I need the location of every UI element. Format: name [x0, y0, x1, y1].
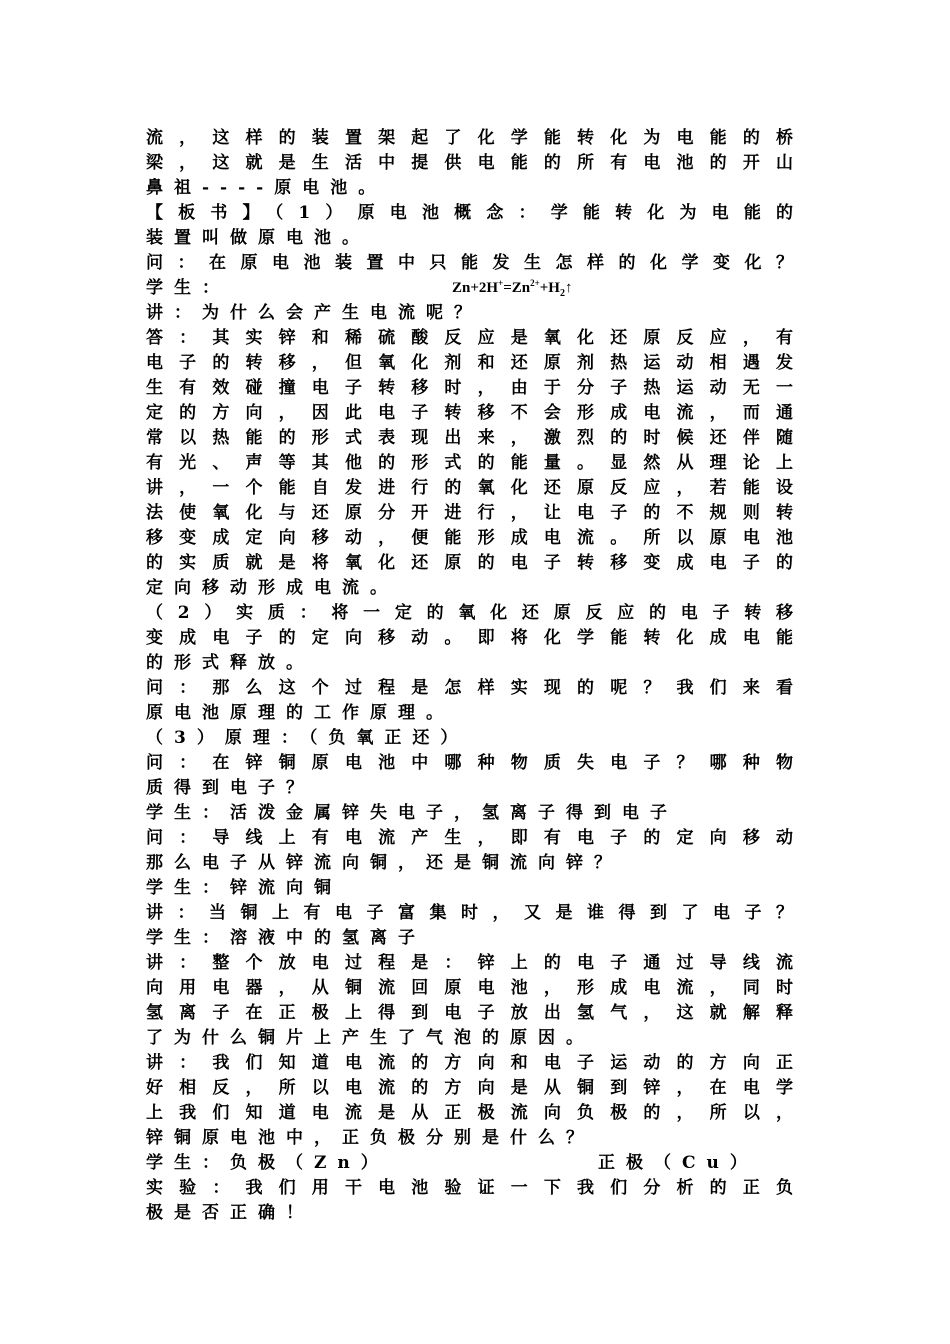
text-line: 的实质就是将氧化还原的电子转移变成电子的 — [146, 553, 793, 573]
text-line: 常以热能的形式表现出来，激烈的时候还伴随 — [146, 428, 793, 448]
text-line: 问：导线上有电流产生，即有电子的定向移动 — [146, 828, 793, 848]
text-line: 生有效碰撞电子转移时，由于分子热运动无一 — [146, 378, 793, 398]
text-line: 上我们知道电流是从正极流向负极的，所以， — [146, 1103, 793, 1123]
text-line: 梁，这就是生活中提供电能的所有电池的开山 — [146, 153, 793, 173]
text-line: 问：在原电池装置中只能发生怎样的化学变化？ — [146, 253, 793, 273]
cathode-answer: 正极（Cu） — [598, 1153, 758, 1173]
text-line: 学生：负极（Zn） — [146, 1153, 389, 1173]
text-line: 向用电器，从铜流回原电池，形成电流，同时 — [146, 978, 793, 998]
text-line: 讲：当铜上有电子富集时，又是谁得到了电子？ — [146, 903, 793, 923]
text-line: 鼻祖----原电池。 — [146, 178, 387, 198]
chemical-equation: $Zn+2H^+=Zn^{2+}+H_2↑$ — [452, 278, 573, 299]
text-line: 学生：锌流向铜 — [146, 878, 342, 898]
text-line: 原电池原理的工作原理。 — [146, 703, 454, 723]
text-line: 锌铜原电池中，正负极分别是什么？ — [146, 1128, 594, 1148]
text-line: 【板书】（1）原电池概念：学能转化为电能的 — [146, 203, 793, 223]
text-line: 流，这样的装置架起了化学能转化为电能的桥 — [146, 128, 793, 148]
text-line: 极是否正确！ — [146, 1203, 314, 1223]
text-line: 讲，一个能自发进行的氧化还原反应，若能设 — [146, 478, 793, 498]
text-line: 定向移动形成电流。 — [146, 578, 398, 598]
text-line: 法使氧化与还原分开进行，让电子的不规则转 — [146, 503, 793, 523]
text-line: 装置叫做原电池。 — [146, 228, 370, 248]
text-line: 好相反，所以电流的方向是从铜到锌，在电学 — [146, 1078, 793, 1098]
text-line: 质得到电子？ — [146, 778, 314, 798]
text-line: 讲：整个放电过程是：锌上的电子通过导线流 — [146, 953, 793, 973]
text-line: 问：那么这个过程是怎样实现的呢？我们来看 — [146, 678, 793, 698]
text-line: 问：在锌铜原电池中哪种物质失电子？哪种物 — [146, 753, 793, 773]
text-line: 了为什么铜片上产生了气泡的原因。 — [146, 1028, 594, 1048]
text-line: 氢离子在正极上得到电子放出氢气，这就解释 — [146, 1003, 793, 1023]
text-line: 变成电子的定向移动。即将化学能转化成电能 — [146, 628, 793, 648]
text-line: 讲：我们知道电流的方向和电子运动的方向正 — [146, 1053, 793, 1073]
text-line: 有光、声等其他的形式的能量。显然从理论上 — [146, 453, 793, 473]
text-line: 讲：为什么会产生电流呢？ — [146, 303, 482, 323]
text-line: 的形式释放。 — [146, 653, 314, 673]
text-line: 定的方向，因此电子转移不会形成电流，而通 — [146, 403, 793, 423]
text-line: （2）实质：将一定的氧化还原反应的电子转移 — [146, 603, 793, 623]
text-line: 学生： — [146, 278, 230, 298]
text-line: 学生：活泼金属锌失电子，氢离子得到电子 — [146, 803, 678, 823]
text-line: 移变成定向移动，便能形成电流。所以原电池 — [146, 528, 793, 548]
text-line: 那么电子从锌流向铜，还是铜流向锌？ — [146, 853, 622, 873]
text-line: （3）原理：（负氧正还） — [146, 728, 469, 748]
text-line: 实验：我们用干电池验证一下我们分析的正负 — [146, 1178, 793, 1198]
text-line: 电子的转移，但氧化剂和还原剂热运动相遇发 — [146, 353, 793, 373]
text-line: 学生：溶液中的氢离子 — [146, 928, 426, 948]
text-line: 答：其实锌和稀硫酸反应是氧化还原反应，有 — [146, 328, 793, 348]
